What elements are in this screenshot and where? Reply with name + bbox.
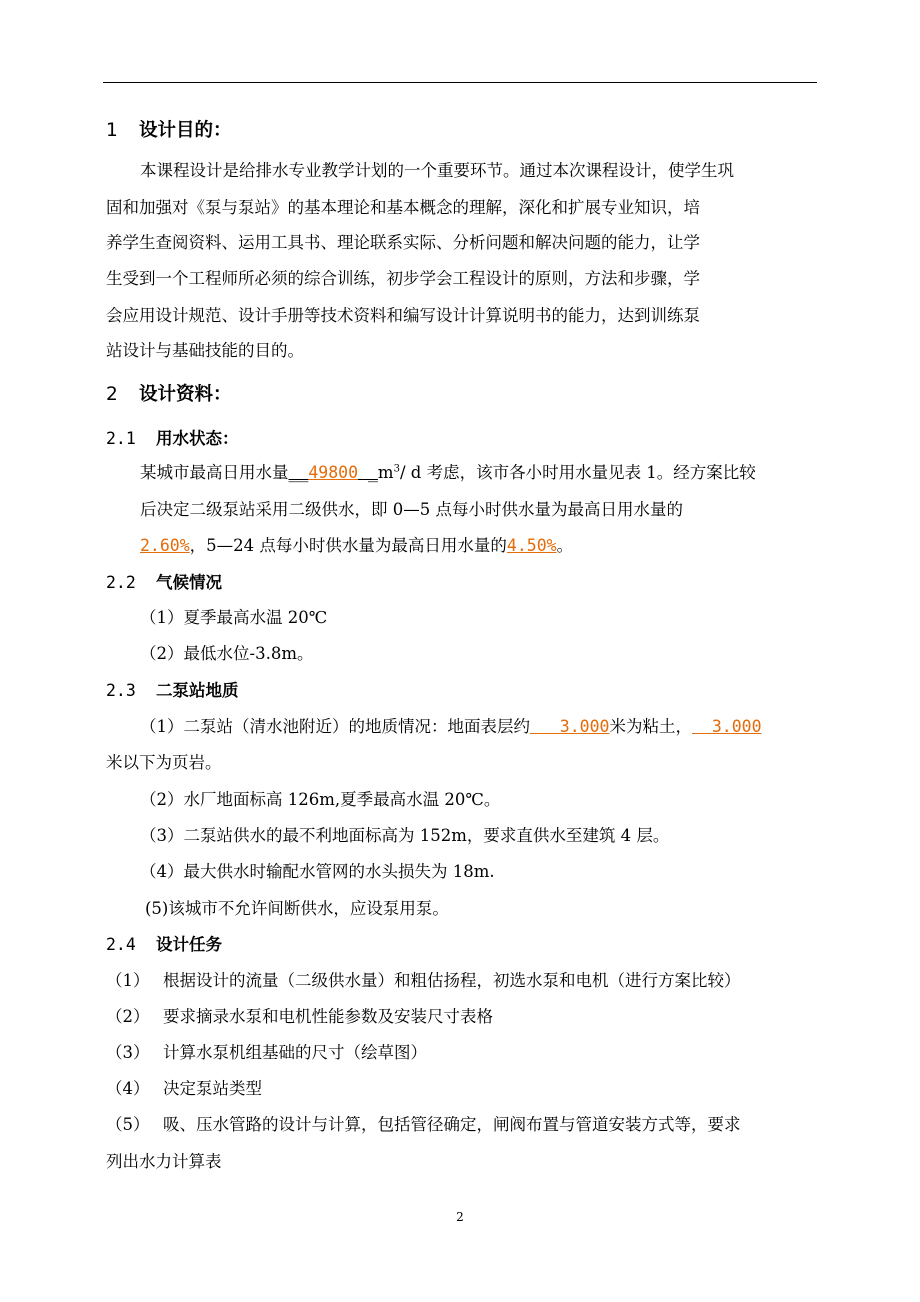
page-number: 2 [456,1210,464,1224]
para-line: 站设计与基础技能的目的。 [106,341,304,360]
geology-item: (5)该城市不允许间断供水，应设泵用泵。 [145,899,449,918]
task-text: 根据设计的流量（二级供水量）和粗估扬程，初选水泵和电机（进行方案比较） [163,971,741,990]
clay-depth-value: 3.000 [530,717,610,736]
text-run: / d 考虑，该市各小时用水量见表 1。经方案比较 [399,463,756,482]
para-line: 养学生查阅资料、运用工具书、理论联系实际、分析问题和解决问题的能力，让学 [106,233,700,252]
geology-line-cont: 米以下为页岩。 [106,753,222,772]
task-number: （3） [106,1043,150,1062]
subsection-number: 2.4 [106,935,136,954]
task-item [106,1114,741,1136]
task-number: （1） [106,971,150,990]
underline-pad: _ [358,463,378,482]
section-number: 1 [106,120,118,141]
subsection-2-4-heading [106,934,222,956]
section-title: 设计资料： [139,384,232,405]
task-item [106,1006,493,1028]
subsection-2-3-heading [106,680,239,702]
subsection-number: 2.3 [106,681,136,700]
subsection-2-2-heading [106,572,222,594]
unit-text: m [377,463,394,482]
para-line: 固和加强对《泵与泵站》的基本理论和基本概念的理解，深化和扩展专业知识，培 [106,198,700,217]
task-text: 吸、压水管路的设计与计算，包括管径确定，闸阀布置与管道安装方式等，要求 [163,1115,741,1134]
header-rule [103,82,817,83]
subsection-2-1-heading [106,428,239,450]
shale-depth-value: 3.000 [691,717,762,736]
subsection-title: 二泵站地质 [156,681,239,700]
task-number: （2） [106,1007,150,1026]
subsection-title: 设计任务 [156,935,222,954]
max-daily-water-value: 49800 [308,463,359,482]
unit-superscript: 3 [393,463,400,475]
task-text: 要求摘录水泵和电机性能参数及安装尺寸表格 [163,1007,493,1026]
task-text: 计算水泵机组基础的尺寸（绘草图） [163,1043,427,1062]
task-item [106,970,741,992]
text-run: ，5—24 点每小时供水量为最高日用水量的 [189,536,507,555]
task-number: （4） [106,1079,150,1098]
section-2-heading [106,384,232,406]
task-text: 决定泵站类型 [163,1079,262,1098]
geology-item: （4）最大供水时输配水管网的水头损失为 18m. [140,862,495,881]
geology-item: （2）水厂地面标高 126m,夏季最高水温 20℃。 [140,790,501,809]
subsection-title: 用水状态： [156,429,239,448]
task-item [106,1042,427,1064]
section-1-heading [106,120,232,142]
subsection-title: 气候情况 [156,573,222,592]
climate-item: （1）夏季最高水温 20℃ [140,608,328,627]
para-line: 生受到一个工程师所必须的综合训练，初步学会工程设计的原则，方法和步骤，学 [106,269,700,288]
para-line: 本课程设计是给排水专业教学计划的一个重要环节。通过本次课程设计，使学生巩 [140,161,734,180]
text-run: 米为粘土， [609,717,692,736]
subsection-number: 2.1 [106,429,136,448]
text-run: 。 [556,536,574,555]
geology-line [140,716,762,738]
underline-pad: __ [288,463,309,482]
text-run: （1）二泵站（清水池附近）的地质情况：地面表层约 [140,717,530,736]
geology-item: （3）二泵站供水的最不利地面标高为 152m，要求直供水至建筑 4 层。 [140,826,670,845]
para-line: 会应用设计规范、设计手册等技术资料和编写设计计算说明书的能力，达到训练泵 [106,306,700,325]
subsection-number: 2.2 [106,573,136,592]
section-title: 设计目的： [139,120,232,141]
water-demand-line [140,462,756,484]
text-run: 某城市最高日用水量 [140,463,289,482]
supply-ratio-line [140,535,573,557]
task-number: （5） [106,1115,150,1134]
task-item [106,1078,262,1100]
climate-item: （2）最低水位-3.8m。 [140,644,314,663]
task-item-cont: 列出水力计算表 [106,1152,222,1171]
supply-scheme-line: 后决定二级泵站采用二级供水，即 0—5 点每小时供水量为最高日用水量的 [140,500,683,519]
ratio-0-5-value: 2.60% [140,536,190,555]
section-number: 2 [106,384,118,405]
ratio-5-24-value: 4.50% [506,536,557,555]
